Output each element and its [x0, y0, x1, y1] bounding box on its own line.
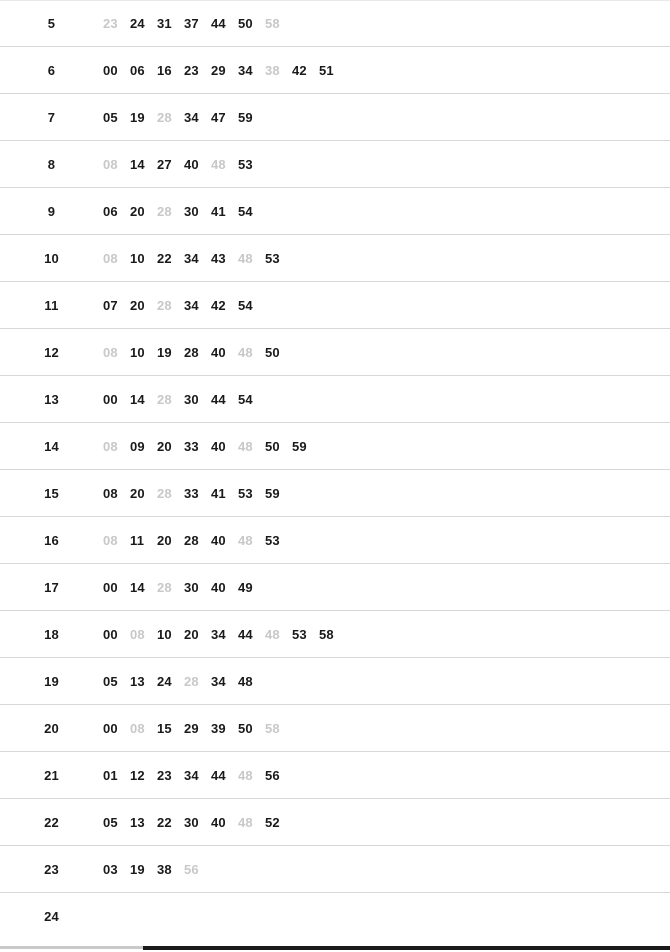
minute-value[interactable]: 41: [211, 485, 226, 501]
minute-value[interactable]: 59: [292, 438, 307, 454]
table-row[interactable]: [0, 376, 670, 423]
minute-value[interactable]: 53: [292, 626, 307, 642]
bottom-progress-bar[interactable]: [0, 946, 670, 952]
minutes-cell: [103, 439, 670, 454]
minute-value[interactable]: 41: [211, 203, 226, 219]
minute-value-dim[interactable]: 56: [184, 861, 199, 877]
minute-value[interactable]: 59: [238, 109, 253, 125]
minute-value-dim[interactable]: 28: [157, 109, 172, 125]
hour-cell: 24: [44, 909, 59, 924]
minute-value[interactable]: 54: [238, 203, 253, 219]
hour-cell: 16: [44, 532, 59, 548]
minute-value[interactable]: 00: [103, 391, 118, 407]
minute-value[interactable]: 09: [130, 438, 145, 454]
minutes-cell: [103, 298, 670, 313]
minute-value[interactable]: 13: [130, 673, 145, 689]
table-row[interactable]: [0, 423, 670, 470]
minute-value[interactable]: 51: [319, 62, 334, 78]
minute-value[interactable]: 34: [184, 109, 199, 125]
minute-value[interactable]: 34: [211, 673, 226, 689]
minute-value[interactable]: 42: [292, 62, 307, 78]
minutes-cell: [103, 392, 670, 407]
table-row[interactable]: [0, 752, 670, 799]
minutes-cell: [103, 721, 670, 736]
minute-value-dim[interactable]: 48: [265, 626, 280, 642]
hour-cell: 22: [44, 814, 59, 830]
minute-value[interactable]: 29: [184, 720, 199, 736]
minute-value[interactable]: 14: [130, 579, 145, 595]
minute-value[interactable]: 22: [157, 250, 172, 266]
minute-value-dim[interactable]: 48: [238, 767, 253, 783]
minute-value[interactable]: 00: [103, 720, 118, 736]
minute-value[interactable]: 30: [184, 814, 199, 830]
minutes-cell: [103, 345, 670, 360]
minute-value[interactable]: 20: [157, 532, 172, 548]
minute-value-dim[interactable]: 08: [103, 532, 118, 548]
minute-value[interactable]: 49: [238, 579, 253, 595]
hour-cell: 19: [44, 673, 59, 689]
minute-value-dim[interactable]: 48: [238, 532, 253, 548]
minute-value[interactable]: 34: [184, 297, 199, 313]
minute-value-dim[interactable]: 08: [130, 626, 145, 642]
minute-value-dim[interactable]: 28: [157, 579, 172, 595]
minute-value[interactable]: 28: [184, 532, 199, 548]
hour-cell: 20: [44, 720, 59, 736]
minute-value[interactable]: 10: [130, 250, 145, 266]
minute-value[interactable]: 06: [130, 62, 145, 78]
table-row[interactable]: [0, 329, 670, 376]
minute-value[interactable]: 30: [184, 579, 199, 595]
minutes-cell: [103, 486, 670, 501]
minute-value[interactable]: 54: [238, 391, 253, 407]
minute-value[interactable]: 50: [238, 15, 253, 31]
minute-value-dim[interactable]: 28: [184, 673, 199, 689]
minute-value[interactable]: 13: [130, 814, 145, 830]
hour-cell: 21: [44, 767, 59, 783]
minute-value-dim[interactable]: 48: [238, 814, 253, 830]
minute-value[interactable]: 19: [157, 344, 172, 360]
bottom-bar-indicator: [143, 946, 670, 950]
hour-cell: 8: [47, 156, 56, 172]
minute-value[interactable]: 24: [157, 673, 172, 689]
minutes-cell: [103, 768, 670, 783]
minute-value[interactable]: 29: [211, 62, 226, 78]
minute-value[interactable]: 19: [130, 861, 145, 877]
minute-value[interactable]: 58: [319, 626, 334, 642]
table-row[interactable]: [0, 141, 670, 188]
minute-value[interactable]: 30: [184, 391, 199, 407]
minute-value[interactable]: 00: [103, 62, 118, 78]
minute-value[interactable]: 05: [103, 814, 118, 830]
minute-value[interactable]: 28: [184, 344, 199, 360]
minutes-cell: [103, 580, 670, 595]
minute-value-dim[interactable]: 48: [238, 250, 253, 266]
minute-value[interactable]: 20: [184, 626, 199, 642]
minute-value[interactable]: 23: [184, 62, 199, 78]
minutes-cell: [103, 204, 670, 219]
minute-value-dim[interactable]: 48: [238, 438, 253, 454]
minute-value[interactable]: 20: [130, 203, 145, 219]
minute-value-dim[interactable]: 58: [265, 720, 280, 736]
minute-value[interactable]: 11: [130, 532, 145, 548]
minute-value[interactable]: 50: [265, 438, 280, 454]
minute-value[interactable]: 40: [211, 579, 226, 595]
minute-value[interactable]: 54: [238, 297, 253, 313]
table-row[interactable]: [0, 799, 670, 846]
minutes-cell: [103, 533, 670, 548]
minute-value[interactable]: 37: [184, 15, 199, 31]
hour-cell: 10: [44, 250, 59, 266]
table-row[interactable]: [0, 517, 670, 564]
minute-value[interactable]: 10: [157, 626, 172, 642]
minute-value[interactable]: 01: [103, 767, 118, 783]
minute-value[interactable]: 15: [157, 720, 172, 736]
minute-value-dim[interactable]: 08: [103, 156, 118, 172]
minute-value[interactable]: 34: [238, 62, 253, 78]
table-row[interactable]: [0, 564, 670, 611]
minute-value[interactable]: 44: [211, 15, 226, 31]
minute-value[interactable]: 24: [130, 15, 145, 31]
minute-value[interactable]: 05: [103, 109, 118, 125]
minute-value[interactable]: 00: [103, 579, 118, 595]
minute-value[interactable]: 27: [157, 156, 172, 172]
minute-value[interactable]: 53: [238, 485, 253, 501]
hour-cell: 15: [44, 485, 59, 501]
minute-value-dim[interactable]: 23: [103, 15, 118, 31]
table-row[interactable]: [0, 893, 670, 940]
table-row[interactable]: [0, 94, 670, 141]
minute-value[interactable]: 40: [211, 532, 226, 548]
minute-value[interactable]: 22: [157, 814, 172, 830]
minute-value[interactable]: 08: [103, 485, 118, 501]
minute-value[interactable]: 23: [157, 767, 172, 783]
hour-cell: 9: [47, 203, 56, 219]
minute-value[interactable]: 31: [157, 15, 172, 31]
minute-value[interactable]: 47: [211, 109, 226, 125]
minute-value-dim[interactable]: 28: [157, 297, 172, 313]
minute-value[interactable]: 34: [211, 626, 226, 642]
hour-cell: 11: [44, 297, 59, 313]
minute-value[interactable]: 19: [130, 109, 145, 125]
minute-value[interactable]: 38: [157, 861, 172, 877]
hour-cell: 17: [44, 579, 59, 595]
minutes-cell: [103, 815, 670, 830]
table-row[interactable]: [0, 282, 670, 329]
minute-value[interactable]: 40: [184, 156, 199, 172]
minute-value[interactable]: 00: [103, 626, 118, 642]
minute-value[interactable]: 10: [130, 344, 145, 360]
minute-value[interactable]: 06: [103, 203, 118, 219]
hour-cell: 18: [44, 626, 59, 642]
minutes-cell: [103, 157, 670, 172]
minutes-cell: [103, 110, 670, 125]
minute-value-dim[interactable]: 48: [211, 156, 226, 172]
minutes-cell: [103, 63, 670, 78]
table-row[interactable]: [0, 47, 670, 94]
hour-cell: 12: [44, 344, 59, 360]
minute-value[interactable]: 16: [157, 62, 172, 78]
minute-value-dim[interactable]: 28: [157, 391, 172, 407]
minute-value[interactable]: 34: [184, 250, 199, 266]
minute-value-dim[interactable]: 28: [157, 485, 172, 501]
table-row[interactable]: [0, 470, 670, 517]
minutes-cell: [103, 627, 670, 642]
top-divider: [0, 0, 670, 1]
minutes-cell: [103, 251, 670, 266]
minute-value[interactable]: 20: [157, 438, 172, 454]
minute-value[interactable]: 53: [238, 156, 253, 172]
minutes-cell: [103, 16, 670, 31]
minutes-cell: [103, 862, 670, 877]
minute-value[interactable]: 44: [211, 767, 226, 783]
minute-value[interactable]: 33: [184, 438, 199, 454]
bottom-bar-track: [0, 946, 143, 949]
hour-cell: 7: [47, 109, 56, 125]
minute-value[interactable]: 40: [211, 438, 226, 454]
table-row[interactable]: [0, 188, 670, 235]
minute-value[interactable]: 44: [211, 391, 226, 407]
minutes-cell: [103, 674, 670, 689]
table-row[interactable]: [0, 0, 670, 47]
minute-value[interactable]: 07: [103, 297, 118, 313]
minute-value[interactable]: 48: [238, 673, 253, 689]
minute-value[interactable]: 12: [130, 767, 145, 783]
minute-value[interactable]: 39: [211, 720, 226, 736]
minute-value-dim[interactable]: 08: [103, 344, 118, 360]
minute-value[interactable]: 53: [265, 532, 280, 548]
minute-value[interactable]: 20: [130, 485, 145, 501]
hour-cell: 6: [47, 62, 56, 78]
table-row[interactable]: [0, 611, 670, 658]
table-row[interactable]: [0, 846, 670, 893]
hour-cell: 5: [47, 15, 56, 31]
table-row[interactable]: [0, 658, 670, 705]
minute-value[interactable]: 50: [238, 720, 253, 736]
hour-cell: 13: [44, 391, 59, 407]
minute-value[interactable]: 59: [265, 485, 280, 501]
minute-value-dim[interactable]: 28: [157, 203, 172, 219]
minute-value[interactable]: 40: [211, 344, 226, 360]
minute-value[interactable]: 14: [130, 156, 145, 172]
minute-value[interactable]: 43: [211, 250, 226, 266]
hour-cell: 23: [44, 861, 59, 877]
minute-value-dim[interactable]: 58: [265, 15, 280, 31]
minute-value[interactable]: 40: [211, 814, 226, 830]
minute-value[interactable]: 33: [184, 485, 199, 501]
minute-value[interactable]: 56: [265, 767, 280, 783]
minute-value[interactable]: 34: [184, 767, 199, 783]
minute-value[interactable]: 44: [238, 626, 253, 642]
minute-value[interactable]: 52: [265, 814, 280, 830]
table-row[interactable]: [0, 235, 670, 282]
table-row[interactable]: [0, 705, 670, 752]
minute-value[interactable]: 42: [211, 297, 226, 313]
minute-value-dim[interactable]: 48: [238, 344, 253, 360]
minute-value[interactable]: 14: [130, 391, 145, 407]
minute-value[interactable]: 05: [103, 673, 118, 689]
minute-value-dim[interactable]: 08: [103, 438, 118, 454]
minute-value-dim[interactable]: 08: [103, 250, 118, 266]
minute-value[interactable]: 20: [130, 297, 145, 313]
hour-cell: 14: [44, 438, 59, 454]
minute-value-dim[interactable]: 08: [130, 720, 145, 736]
minute-value[interactable]: 30: [184, 203, 199, 219]
minute-value[interactable]: 50: [265, 344, 280, 360]
minute-value[interactable]: 53: [265, 250, 280, 266]
minute-value[interactable]: 03: [103, 861, 118, 877]
minute-value-dim[interactable]: 38: [265, 62, 280, 78]
